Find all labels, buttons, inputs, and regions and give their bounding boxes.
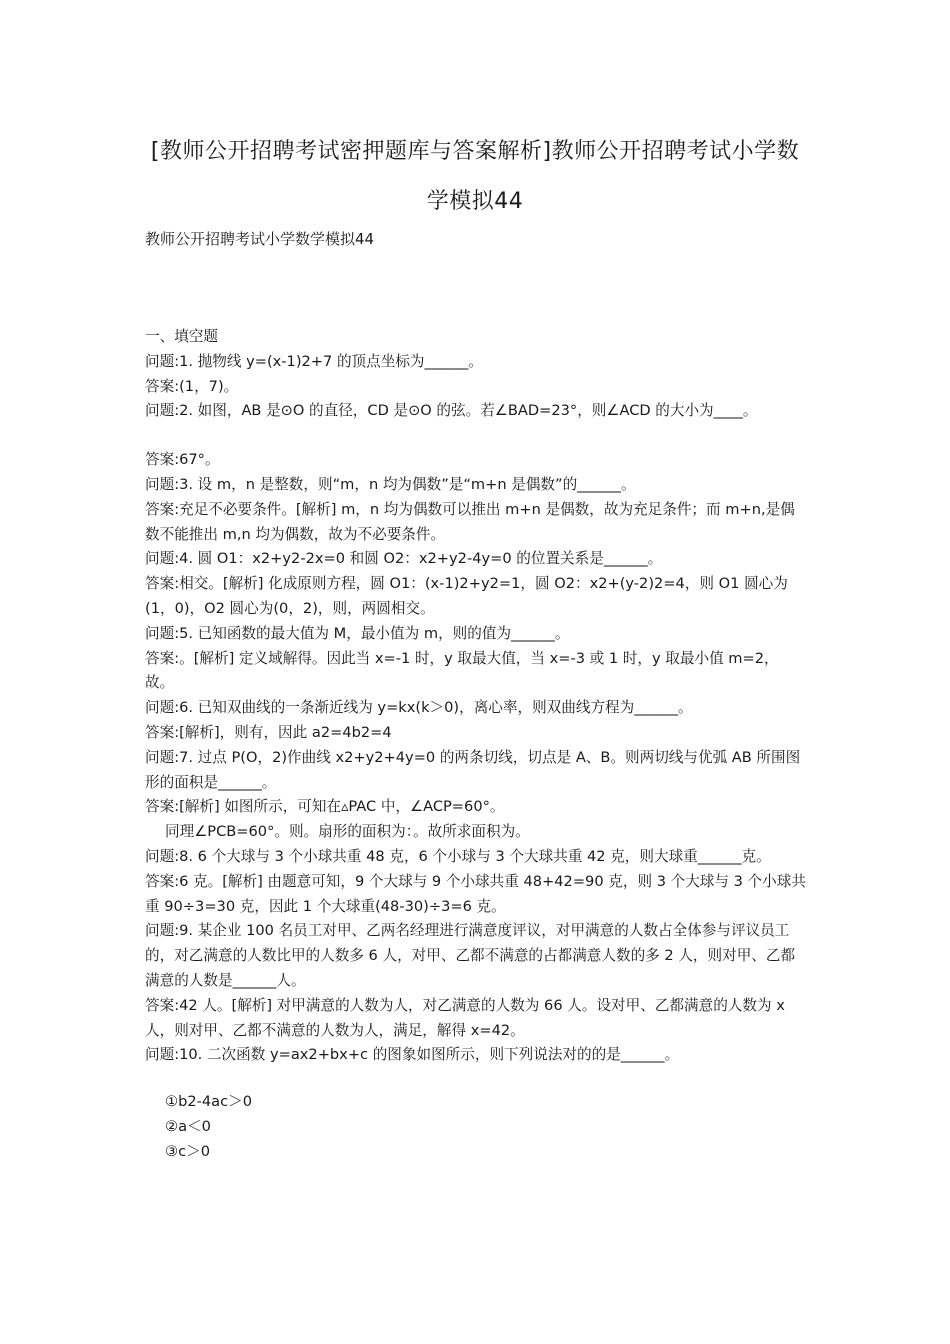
question-6: 问题:6. 已知双曲线的一条渐近线为 y=kx(k＞0)，离心率，则双曲线方程为______。 — [145, 699, 693, 717]
question-2: 问题:2. 如图，AB 是⊙O 的直径，CD 是⊙O 的弦。若∠BAD=23°，则∠ACD 的大小为____。 — [145, 402, 758, 420]
question-9: 问题:9. 某企业 100 名员工对甲、乙两名经理进行满意度评议，对甲满意的人数占全体参与评议员工的，对乙满意的人数比甲的人数多 6 人，对甲、乙都不满意的占都满意人数的多 2 人，则对甲、乙都满意的人数是______人。 — [145, 922, 796, 989]
answer-1: 答案:(1，7)。 — [145, 377, 239, 395]
answer-5: 答案:。[解析] 定义域解得。因此当 x=-1 时，y 取最大值，当 x=-3 或 1 时，y 取最小值 m=2，故。 — [145, 649, 779, 692]
answer-7-continued: 同理∠PCB=60°。则。扇形的面积为：。故所求面积为。 — [165, 823, 530, 841]
answer-4: 答案:相交。[解析] 化成原则方程，圆 O1：(x-1)2+y2=1，圆 O2：x2+(y-2)2=4，则 O1 圆心为(1，0)，O2 圆心为(0，2)，则，两圆相交。 — [145, 575, 788, 617]
question-3: 问题:3. 设 m，n 是整数，则“m，n 均为偶数”是“m+n 是偶数”的______。 — [145, 475, 636, 493]
document-subtitle: 教师公开招聘考试小学数学模拟44 — [145, 230, 375, 248]
question-8: 问题:8. 6 个大球与 3 个小球共重 48 克，6 个小球与 3 个大球共重 42 克，则大球重______克。 — [145, 847, 771, 865]
question-4: 问题:4. 圆 O1：x2+y2-2x=0 和圆 O2：x2+y2-4y=0 的位置关系是______。 — [145, 550, 663, 568]
answer-2: 答案:67°。 — [145, 451, 220, 469]
question-1: 问题:1. 抛物线 y=(x-1)2+7 的顶点坐标为______。 — [145, 352, 483, 370]
option-3: ③c＞0 — [165, 1142, 210, 1160]
answer-3: 答案:充足不必要条件。[解析] m，n 均为偶数可以推出 m+n 是偶数，故为充足条件；而 m+n,是偶数不能推出 m,n 均为偶数，故为不必要条件。 — [145, 500, 795, 543]
option-1: ①b2-4ac＞0 — [165, 1093, 253, 1111]
question-10: 问题:10. 二次函数 y=ax2+bx+c 的图象如图所示，则下列说法对的的是______。 — [145, 1046, 680, 1064]
question-7: 问题:7. 过点 P(O，2)作曲线 x2+y2+4y=0 的两条切线，切点是 A、B。则两切线与优弧 AB 所围图形的面积是______。 — [145, 748, 801, 791]
document-body — [145, 325, 807, 1165]
document-title-line1: [教师公开招聘考试密押题库与答案解析]教师公开招聘考试小学数 — [150, 139, 800, 164]
question-5: 问题:5. 已知函数的最大值为 M，最小值为 m，则的值为______。 — [145, 624, 570, 642]
answer-7: 答案:[解析] 如图所示，可知在▵PAC 中，∠ACP=60°。 — [145, 798, 505, 816]
question-10-options — [145, 1090, 807, 1164]
document-title-line2: 学模拟44 — [426, 189, 524, 214]
answer-8: 答案:6 克。[解析] 由题意可知，9 个大球与 9 个小球共重 48+42=90 克，则 3 个大球与 3 个小球共重 90÷3=30 克，因此 1 个大球重(48-30)÷3=6 克。 — [145, 872, 806, 915]
answer-6: 答案:[解析]，则有，因此 a2=4b2=4 — [145, 723, 392, 741]
answer-9: 答案:42 人。[解析] 对甲满意的人数为人，对乙满意的人数为 66 人。设对甲、乙都满意的人数为 x 人，则对甲、乙都不满意的人数为人，满足，解得 x=42。 — [145, 996, 785, 1039]
option-2: ②a＜0 — [165, 1117, 211, 1135]
section-heading: 一、填空题 — [145, 328, 218, 345]
figure-gap — [145, 424, 807, 448]
